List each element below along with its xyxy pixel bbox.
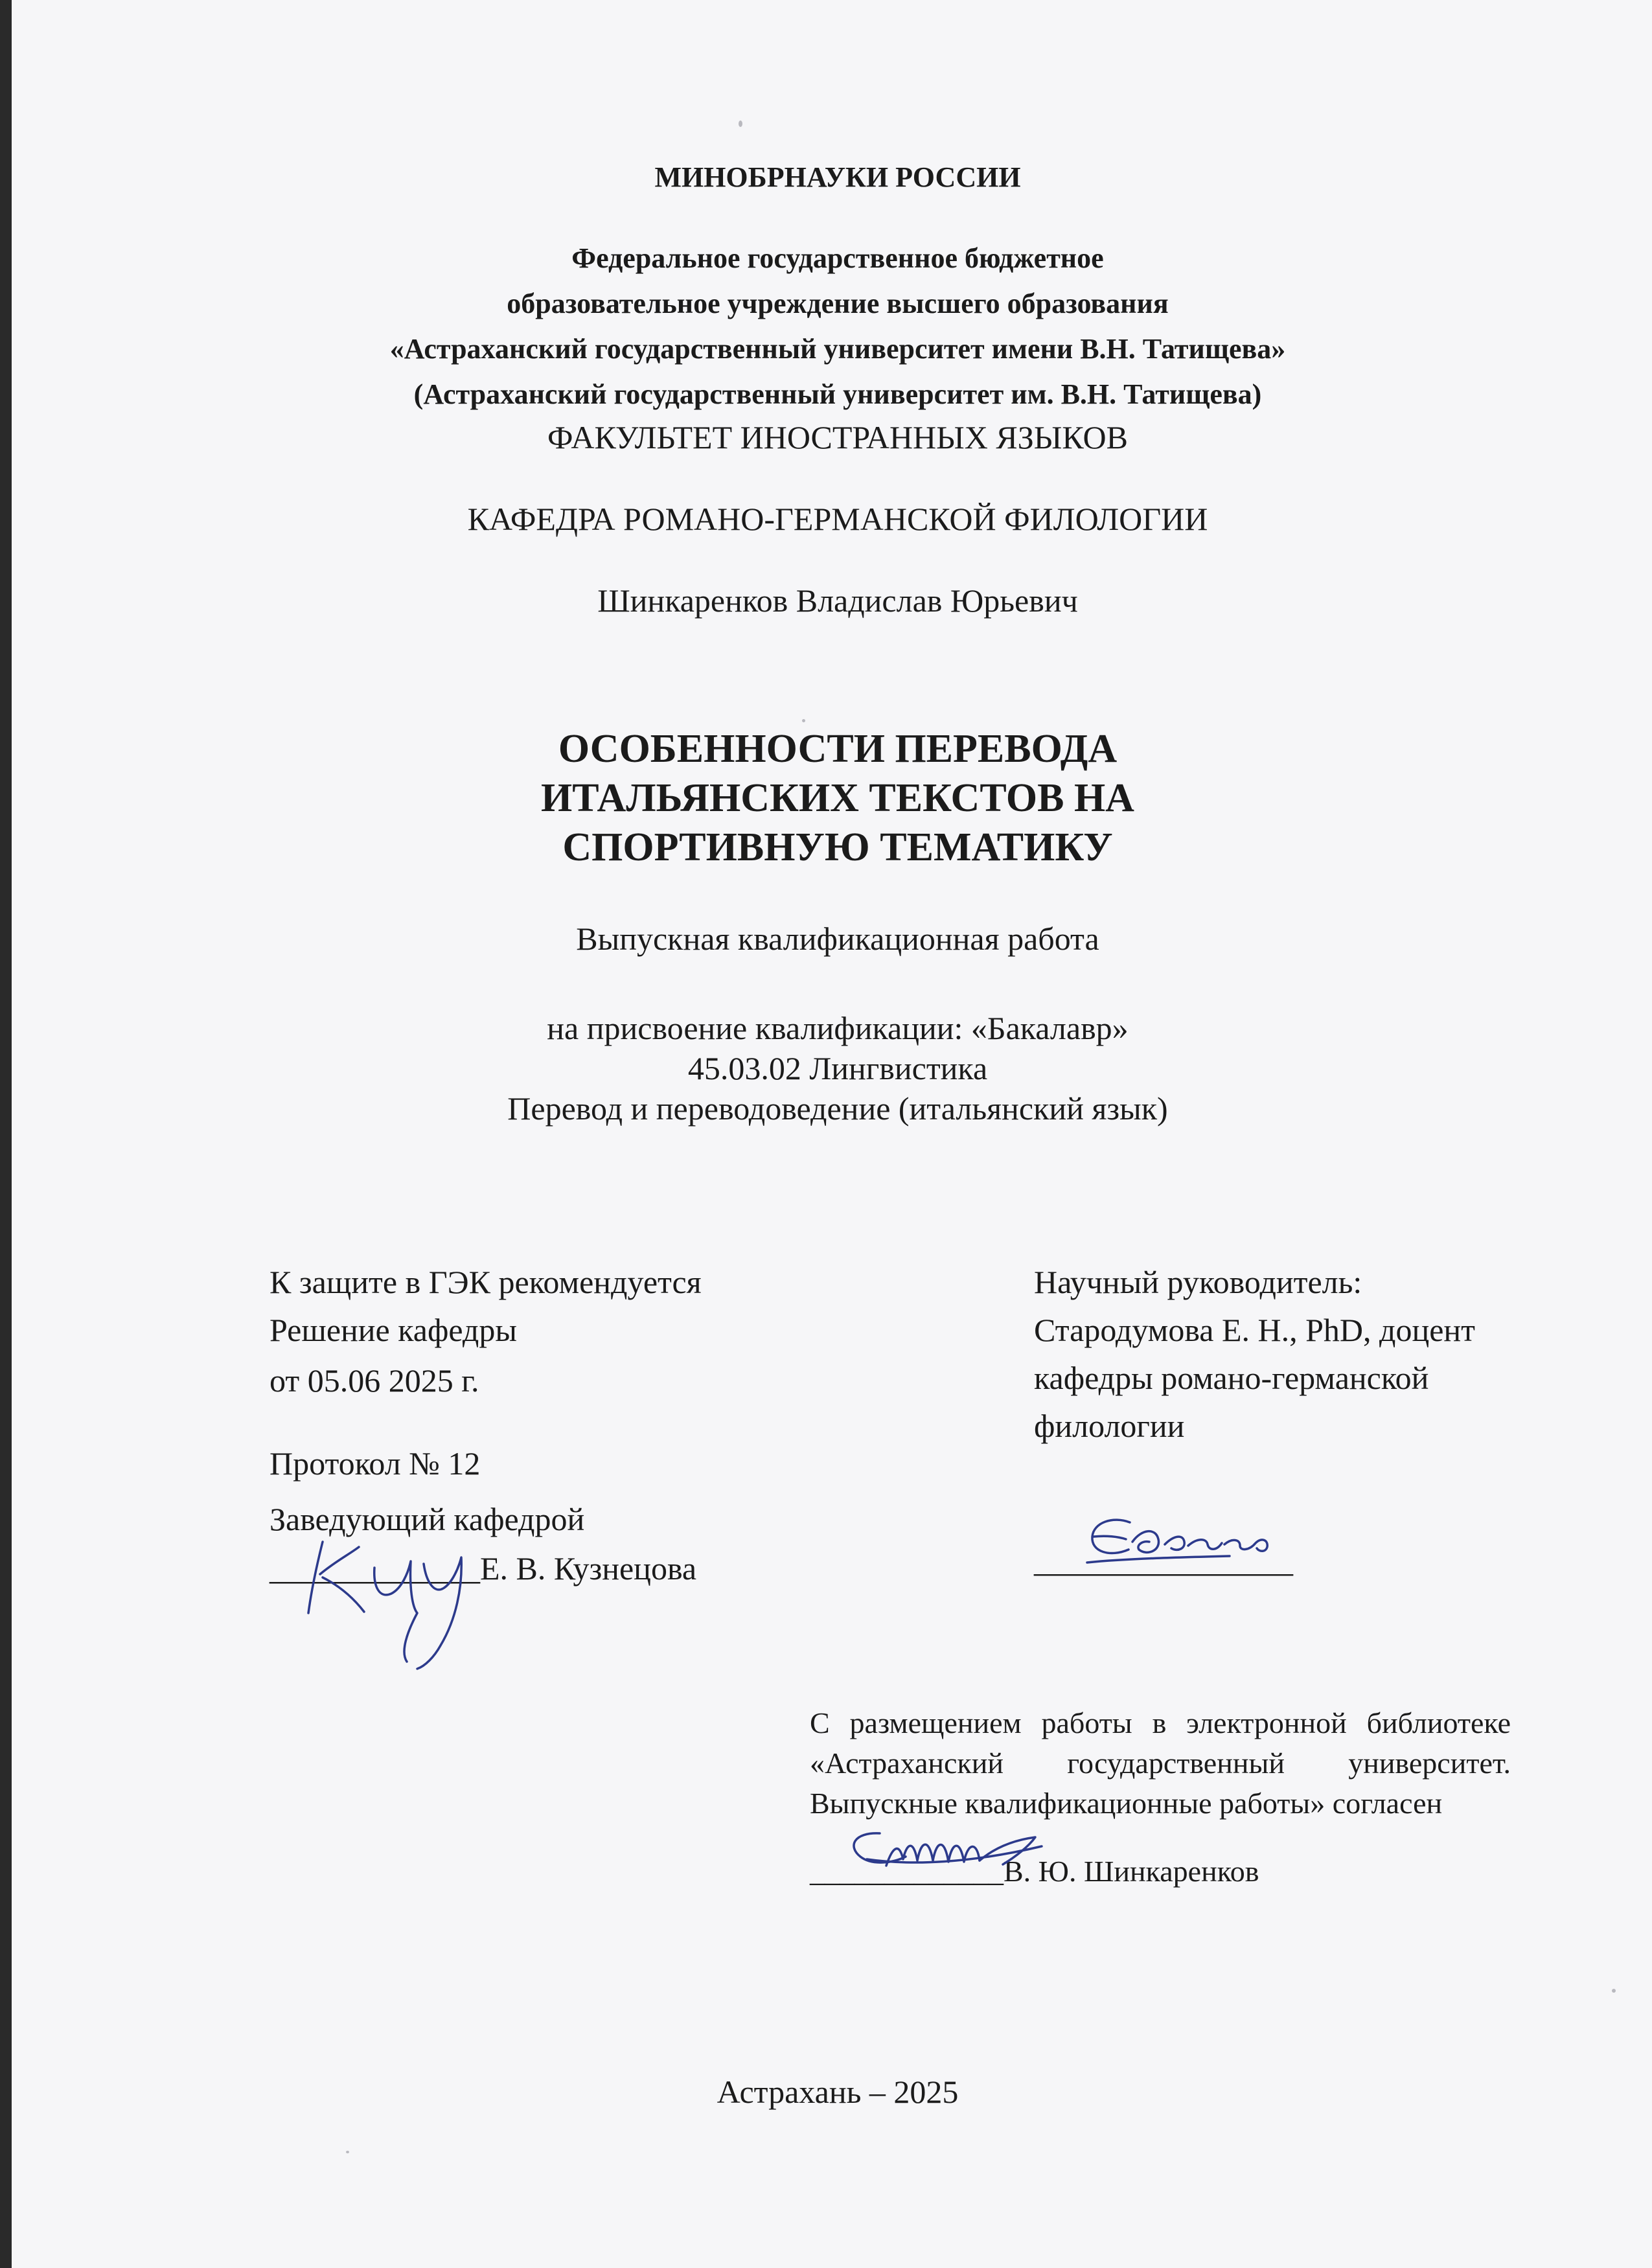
scan-speck	[346, 2151, 349, 2153]
recommendation-line: К защите в ГЭК рекомендуется	[270, 1264, 702, 1300]
qualification-line: 45.03.02 Лингвистика	[687, 1050, 988, 1086]
supervisor-signature-line: ________________	[1034, 1542, 1293, 1579]
city-year: Астрахань – 2025	[717, 2074, 959, 2110]
thesis-title-line: ОСОБЕННОСТИ ПЕРЕВОДА	[558, 727, 1118, 771]
ministry-heading: МИНОБРНАУКИ РОССИИ	[654, 161, 1021, 193]
institution-name	[12, 236, 1652, 417]
thesis-title	[12, 724, 1652, 872]
department-name: КАФЕДРА РОМАНО-ГЕРМАНСКОЙ ФИЛОЛОГИИ	[467, 501, 1208, 537]
student-signature-line: _____________В. Ю. Шинкаренков	[810, 1855, 1259, 1888]
scan-speck	[1612, 1989, 1616, 1993]
supervisor-line: кафедры романо-германской	[1034, 1360, 1429, 1396]
work-type: Выпускная квалификационная работа	[576, 921, 1099, 957]
qualification-line: на присвоение квалификации: «Бакалавр»	[547, 1010, 1129, 1046]
head-signature-image	[297, 1496, 491, 1671]
scan-speck	[739, 120, 742, 127]
supervisor-signature-image	[1074, 1503, 1307, 1574]
institution-line: Федеральное государственное бюджетное	[571, 242, 1104, 274]
institution-line: (Астраханский государственный университет им. В.Н. Татищева)	[413, 378, 1262, 410]
qualification-line: Перевод и переводоведение (итальянский язык)	[507, 1090, 1168, 1127]
recommendation-line: Решение кафедры	[270, 1312, 517, 1348]
supervisor-line: филологии	[1034, 1408, 1185, 1444]
thesis-title-line: СПОРТИВНУЮ ТЕМАТИКУ	[562, 825, 1113, 869]
author-name: Шинкаренков Владислав Юрьевич	[597, 582, 1078, 619]
institution-line: «Астраханский государственный университет имени В.Н. Татищева»	[389, 333, 1286, 365]
head-of-department-label: Заведующий кафедрой	[270, 1501, 585, 1537]
supervisor-label: Научный руководитель:	[1034, 1264, 1362, 1300]
scan-speck	[802, 719, 805, 722]
consent-line: С размещением работы в электронной библиотеке	[810, 1706, 1511, 1739]
institution-line: образовательное учреждение высшего образования	[507, 288, 1169, 319]
consent-line: «Астраханский государственный университет.	[810, 1747, 1511, 1780]
protocol-number: Протокол № 12	[270, 1445, 481, 1482]
head-of-department-signature-line: _____________Е. В. Кузнецова	[270, 1550, 697, 1586]
faculty-name: ФАКУЛЬТЕТ ИНОСТРАННЫХ ЯЗЫКОВ	[547, 419, 1128, 455]
supervisor-line: Стародумова Е. Н., PhD, доцент	[1034, 1312, 1476, 1348]
student-signature-image	[841, 1820, 1055, 1879]
thesis-title-line: ИТАЛЬЯНСКИХ ТЕКСТОВ НА	[541, 776, 1134, 820]
consent-line: Выпускные квалификационные работы» согласен	[810, 1787, 1443, 1820]
recommendation-date: от 05.06 2025 г.	[270, 1362, 479, 1399]
qualification-block	[12, 1008, 1652, 1128]
